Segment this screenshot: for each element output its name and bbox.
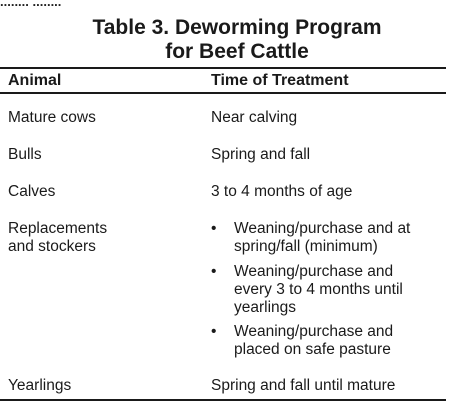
row-animal-mature-cows: Mature cows — [8, 109, 96, 126]
row-time-calves: 3 to 4 months of age — [211, 183, 353, 200]
bullet-2-line-2: every 3 to 4 months until — [234, 281, 403, 298]
bullet-marker-2: • — [211, 263, 217, 280]
table-top-rule — [0, 67, 446, 69]
bullet-1-line-1: Weaning/purchase and at — [234, 220, 411, 237]
column-header-time-of-treatment: Time of Treatment — [211, 72, 349, 89]
bullet-marker-3: • — [211, 323, 217, 340]
row-animal-replacements-line-1: Replacements — [8, 220, 108, 237]
row-time-bulls: Spring and fall — [211, 146, 311, 163]
row-animal-replacements-line-2: and stockers — [8, 238, 96, 255]
row-animal-yearlings: Yearlings — [8, 377, 72, 394]
bullet-1-line-2: spring/fall (minimum) — [234, 238, 378, 255]
bullet-2-line-3: yearlings — [234, 299, 297, 316]
bullet-3-line-1: Weaning/purchase and — [234, 323, 394, 340]
cropped-text-fragment: ........ ........ — [0, 0, 62, 9]
row-animal-calves: Calves — [8, 183, 56, 200]
bullet-2-line-1: Weaning/purchase and — [234, 263, 394, 280]
table-title-line-2: for Beef Cattle — [165, 40, 309, 63]
bullet-marker-1: • — [211, 220, 217, 237]
row-animal-bulls: Bulls — [8, 146, 42, 163]
table-bottom-rule — [0, 399, 446, 401]
row-time-mature-cows: Near calving — [211, 109, 298, 126]
row-time-yearlings: Spring and fall until mature — [211, 377, 396, 394]
table-title-line-1: Table 3. Deworming Program — [92, 16, 382, 39]
bullet-3-line-2: placed on safe pasture — [234, 341, 391, 358]
header-divider-rule — [0, 92, 446, 94]
column-header-animal: Animal — [8, 72, 62, 89]
